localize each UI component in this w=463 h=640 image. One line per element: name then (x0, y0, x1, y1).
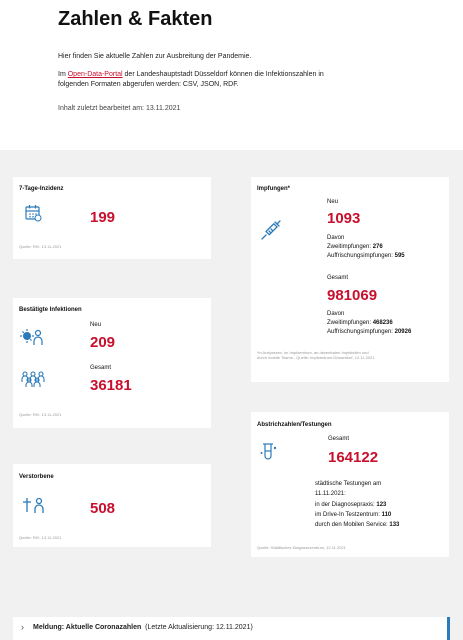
tests-total-value: 164122 (328, 449, 379, 466)
vaccinations-title: Impfungen* (257, 186, 290, 192)
tests-card (251, 412, 449, 557)
vaccinations-source-line1: *in Arztpraxen, im Impfzentrum, an dezentralen Impfstellen und (257, 350, 369, 355)
deaths-card (13, 464, 211, 547)
portal-line2: folgenden Formaten abgerufen werden: CSV, JSON, RDF. (58, 81, 239, 88)
infections-total-label: Gesamt (90, 365, 112, 371)
vaccinations-source (257, 350, 447, 360)
tests-line2: 11.11.2021: (315, 491, 346, 497)
vaccinations-new-value: 1093 (327, 210, 361, 227)
vaccinations-booster-total (327, 329, 411, 335)
incidence-value: 199 (90, 209, 116, 226)
vaccinations-card (251, 177, 449, 382)
deaths-value: 508 (90, 500, 116, 517)
tests-title: Abstrichzahlen/Testungen (257, 422, 332, 428)
mobile-service-label: durch den Mobilen Service: (315, 522, 390, 528)
vaccinations-total-value: 981069 (327, 287, 378, 304)
vaccinations-second-new (327, 244, 383, 250)
calendar-icon (24, 204, 42, 222)
deaths-title: Verstorbene (19, 474, 54, 480)
second-total-value: 468236 (372, 320, 393, 326)
booster-total-value: 20926 (394, 329, 412, 335)
drive-in-label: im Drive-In Testzentrum: (315, 512, 382, 518)
portal-prefix: Im (58, 71, 68, 78)
infections-total-value: 36181 (90, 377, 132, 394)
second-new-value: 276 (372, 244, 383, 250)
vaccinations-booster-new (327, 253, 405, 259)
deaths-source: Quelle: RKI, 13.11.2021 (19, 535, 62, 540)
infections-new-value: 209 (90, 334, 116, 351)
meldung-sub: (Letzte Aktualisierung: 12.11.2021) (145, 624, 253, 631)
portal-text (58, 70, 418, 90)
intro-text: Hier finden Sie aktuelle Zahlen zur Ausbreitung der Pandemie. (58, 53, 252, 60)
infections-source: Quelle: RKI, 13.11.2021 (19, 412, 62, 417)
tests-diagnosepraxis (315, 502, 386, 508)
booster-new-label: Auffrischungsimpfungen: (327, 253, 395, 259)
incidence-source: Quelle: RKI, 13.11.2021 (19, 244, 62, 249)
meldung-text (33, 624, 253, 631)
diagnosepraxis-value: 123 (376, 502, 387, 508)
vaccinations-davon-2: Davon (327, 311, 345, 317)
header-section (0, 0, 463, 150)
vaccinations-davon-1: Davon (327, 235, 345, 241)
infections-title: Bestätigte Infektionen (19, 307, 82, 313)
tests-mobile-service (315, 522, 399, 528)
cross-person-icon (22, 496, 46, 514)
meldung-accordion[interactable] (13, 617, 450, 640)
diagnosepraxis-label: in der Diagnosepraxis: (315, 502, 377, 508)
test-tube-icon (260, 442, 278, 462)
tests-source: Quelle: Städtisches Diagnosezentrum, 12.11.2021 (257, 545, 346, 550)
infections-card (13, 298, 211, 428)
tests-total-label: Gesamt (328, 436, 350, 442)
syringe-icon (260, 219, 282, 241)
people-group-icon (20, 370, 46, 388)
second-new-label: Zweitimpfungen: (327, 244, 373, 250)
booster-new-value: 595 (394, 253, 405, 259)
vaccinations-new-label: Neu (327, 199, 339, 205)
incidence-title: 7-Tage-Inzidenz (19, 186, 64, 192)
mobile-service-value: 133 (389, 522, 400, 528)
portal-suffix: der Landeshauptstadt Düsseldorf können die Infektionszahlen in (122, 71, 324, 78)
page-title: Zahlen & Fakten (58, 8, 213, 30)
vaccinations-second-total (327, 320, 393, 326)
incidence-card (13, 177, 211, 259)
infections-new-label: Neu (90, 322, 102, 328)
booster-total-label: Auffrischungsimpfungen: (327, 329, 395, 335)
drive-in-value: 110 (381, 512, 392, 518)
last-updated: Inhalt zuletzt bearbeitet am: 13.11.2021 (58, 105, 181, 112)
tests-drive-in (315, 512, 391, 518)
open-data-portal-link[interactable]: Open-Data-Portal (67, 71, 123, 78)
tests-line1: städtische Testungen am (315, 481, 382, 487)
virus-person-icon (20, 326, 44, 346)
vaccinations-source-line2: durch mobile Teams - Quelle: Impfzentrum Düsseldorf, 12.11.2021 (257, 355, 375, 360)
second-total-label: Zweitimpfungen: (327, 320, 373, 326)
vaccinations-total-label: Gesamt (327, 275, 349, 281)
chevron-right-icon: › (21, 622, 24, 632)
meldung-label: Meldung: Aktuelle Coronazahlen (33, 624, 142, 631)
